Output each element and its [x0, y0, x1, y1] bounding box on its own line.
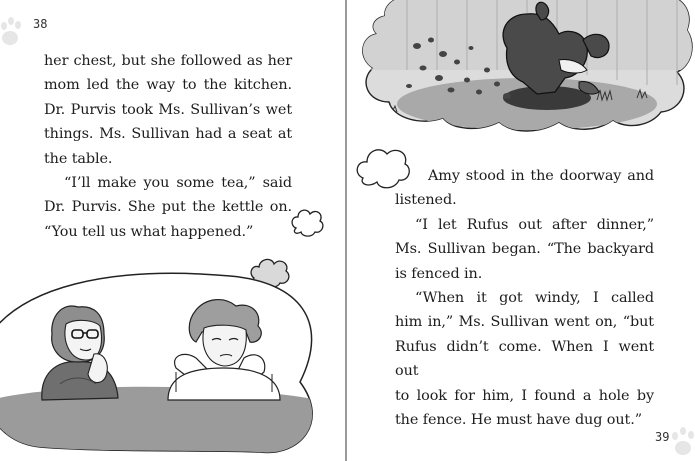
text-line: to look for him, I found a hole by	[395, 387, 654, 404]
left-page-text	[44, 49, 292, 244]
text-line: “I let Rufus out after dinner,”	[415, 216, 654, 233]
text-line: “I’ll make you some tea,” said	[64, 175, 292, 192]
text-line: the fence. He must have dug out.”	[395, 412, 642, 429]
paw-print-icon	[669, 420, 695, 460]
left-page	[0, 0, 346, 461]
text-line: him in,” Ms. Sullivan went on, “but	[395, 314, 654, 331]
page-number: 39	[655, 430, 670, 444]
text-line: her chest, but she followed as her	[44, 53, 292, 69]
text-line: Dr. Purvis. She put the kettle on.	[44, 199, 292, 216]
dog-digging-illustration	[347, 0, 695, 140]
text-line: “When it got windy, I called	[415, 290, 654, 307]
text-line: mom led the way to the kitchen.	[44, 77, 292, 94]
text-line: “You tell us what happened.”	[44, 223, 254, 240]
paw-print-icon	[0, 8, 30, 48]
text-line: Rufus didn’t come. When I went out	[395, 338, 654, 380]
text-line: is fenced in.	[395, 265, 483, 282]
thought-puff-small	[288, 202, 328, 242]
text-line: things. Ms. Sullivan had a seat at	[44, 126, 292, 143]
text-line: listened.	[395, 192, 457, 209]
text-line: the table.	[44, 150, 113, 167]
text-line: Amy stood in the doorway and	[428, 168, 654, 184]
right-page	[347, 0, 695, 461]
two-women-at-table-illustration	[0, 272, 346, 461]
text-line: Ms. Sullivan began. “The backyard	[395, 241, 654, 258]
right-page-text	[372, 164, 654, 432]
page-number: 38	[33, 17, 48, 31]
text-line: Dr. Purvis took Ms. Sullivan’s wet	[44, 101, 292, 118]
